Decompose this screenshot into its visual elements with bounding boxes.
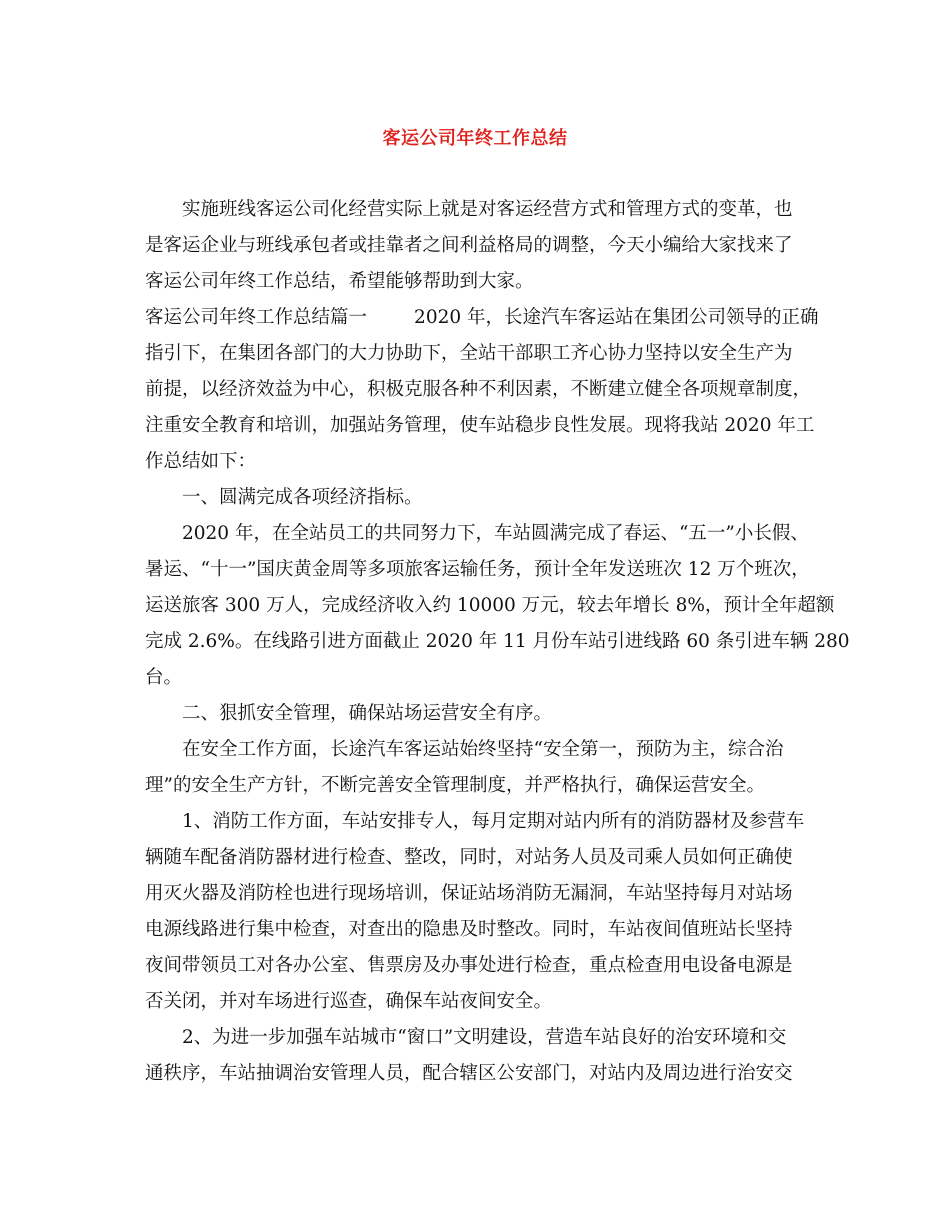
paragraph-line: 指引下，在集团各部门的大力协助下，全站干部职工齐心协力坚持以安全生产为 [145,343,793,364]
paragraph-line: 作总结如下： [145,451,257,472]
subheading-line: 一、圆满完成各项经济指标。 [182,487,423,508]
paragraph-line: 1、消防工作方面，车站安排专人，每月定期对站内所有的消防器材及参营车 [182,811,805,832]
paragraph-line: 通秩序，车站抽调治安管理人员，配合辖区公安部门，对站内及周边进行治安交 [145,1063,793,1084]
paragraph-line: 否关闭，并对车场进行巡查，确保车站夜间安全。 [145,991,553,1012]
paragraph-line: 辆随车配备消防器材进行检查、整改，同时，对站务人员及司乘人员如何正确使 [145,847,793,868]
paragraph-line: 2、为进一步加强车站城市“窗口”文明建设，营造车站良好的治安环境和交 [182,1027,787,1048]
subheading-line: 二、狠抓安全管理，确保站场运营安全有序。 [182,703,553,724]
paragraph-line: 注重安全教育和培训，加强站务管理，使车站稳步良性发展。现将我站 2020 年工 [145,415,815,436]
document-body [145,192,850,1092]
section-heading-line: 客运公司年终工作总结篇一 2020 年，长途汽车客运站在集团公司领导的正确 [145,307,819,328]
paragraph-line: 台。 [145,667,183,688]
paragraph-line: 前提，以经济效益为中心，积极克服各种不利因素，不断建立健全各项规章制度， [145,379,812,400]
paragraph-line: 是客运企业与班线承包者或挂靠者之间利益格局的调整，今天小编给大家找来了 [145,235,793,256]
paragraph-line: 运送旅客 300 万人，完成经济收入约 10000 万元，较去年增长 8%，预计全年超额 [145,595,835,616]
paragraph-line: 夜间带领员工对各办公室、售票房及办事处进行检查，重点检查用电设备电源是 [145,955,793,976]
paragraph-line: 用灭火器及消防栓也进行现场培训，保证站场消防无漏洞，车站坚持每月对站场 [145,883,793,904]
paragraph-line: 实施班线客运公司化经营实际上就是对客运经营方式和管理方式的变革，也 [182,199,793,220]
document-title: 客运公司年终工作总结 [382,128,568,149]
paragraph-line: 2020 年，在全站员工的共同努力下，车站圆满完成了春运、“五一”小长假、 [182,523,809,544]
paragraph-line: 理”的安全生产方针，不断完善安全管理制度，并严格执行，确保运营安全。 [145,775,765,796]
paragraph-line: 暑运、“十一”国庆黄金周等多项旅客运输任务，预计全年发送班次 12 万个班次， [145,559,810,580]
paragraph-line: 完成 2.6%。在线路引进方面截止 2020 年 11 月份车站引进线路 60 条引进车辆 280 [145,631,850,652]
paragraph-line: 电源线路进行集中检查，对查出的隐患及时整改。同时，车站夜间值班站长坚持 [145,919,793,940]
paragraph-line: 在安全工作方面，长途汽车客运站始终坚持“安全第一，预防为主，综合治 [182,739,784,760]
paragraph-line: 客运公司年终工作总结，希望能够帮助到大家。 [145,271,534,292]
